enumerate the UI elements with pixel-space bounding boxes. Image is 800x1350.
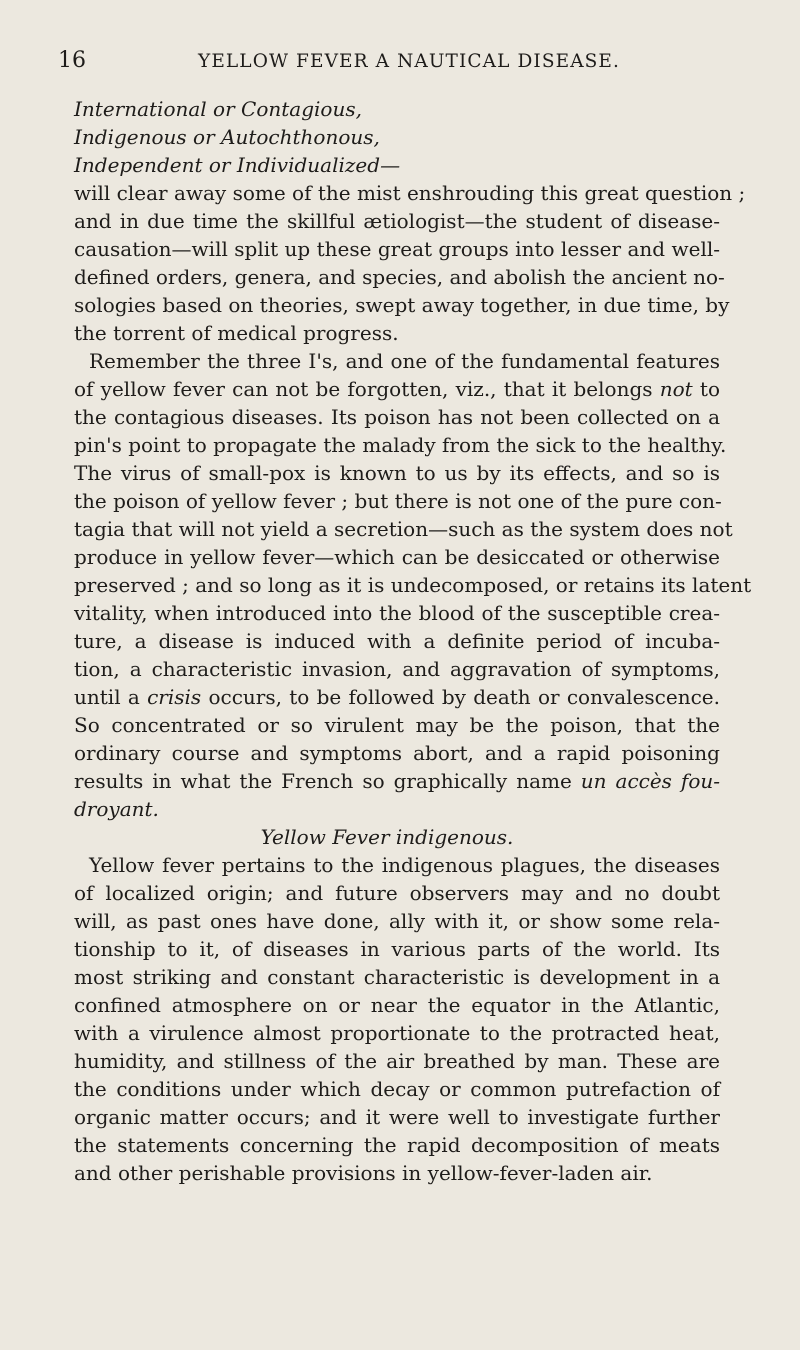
page-number: 16 — [58, 48, 86, 73]
text-line — [74, 879, 720, 907]
text-run: ordinary course and symptoms abort, and a rapid poisoning — [74, 741, 720, 765]
text-run: vitality, when introduced into the blood of the susceptible crea- — [74, 601, 720, 625]
text-line — [74, 1159, 720, 1187]
text-run: So concentrated or so virulent may be the poison, that the — [74, 713, 720, 737]
text-run: defined orders, genera, and species, and abolish the ancient no- — [74, 265, 725, 289]
text-line — [74, 487, 720, 515]
text-line — [74, 851, 720, 879]
text-run: sologies based on theories, swept away together, in due time, by — [74, 293, 730, 317]
text-line — [74, 991, 720, 1019]
italic-text: not — [659, 377, 693, 401]
text-run: confined atmosphere on or near the equator in the Atlantic, — [74, 993, 720, 1017]
text-run: will, as past ones have done, ally with it, or show some rela- — [74, 909, 720, 933]
text-run: ture, a disease is induced with a definite period of incuba- — [74, 629, 720, 653]
italic-text: droyant. — [74, 797, 159, 821]
running-head-title: YELLOW FEVER A NAUTICAL DISEASE. — [198, 51, 621, 72]
text-run: the poison of yellow fever ; but there is not one of the pure con- — [74, 489, 722, 513]
category-line — [74, 95, 720, 123]
text-line — [74, 935, 720, 963]
text-run: the torrent of medical progress. — [74, 321, 399, 345]
text-run: the contagious diseases. Its poison has not been collected on a — [74, 405, 720, 429]
italic-text: Yellow Fever indigenous. — [260, 825, 514, 849]
text-run: tion, a characteristic invasion, and aggravation of symptoms, — [74, 657, 720, 681]
text-line — [74, 1047, 720, 1075]
text-line — [74, 235, 720, 263]
text-run: until a — [74, 685, 148, 709]
section-heading — [74, 823, 720, 851]
italic-text: crisis — [147, 685, 202, 709]
text-run: the conditions under which decay or common putrefaction of — [74, 1077, 720, 1101]
text-run: results in what the French so graphically name — [74, 769, 581, 793]
text-line — [74, 627, 720, 655]
text-run: and other perishable provisions in yellow-fever-laden air. — [74, 1161, 653, 1185]
text-line — [74, 375, 720, 403]
italic-text: un accès fou- — [580, 769, 721, 793]
text-run: most striking and constant characteristic is development in a — [74, 965, 720, 989]
text-run: the statements concerning the rapid decomposition of meats — [74, 1133, 720, 1157]
text-run: The virus of small-pox is known to us by its effects, and so is — [74, 461, 720, 485]
text-run: with a virulence almost proportionate to the protracted heat, — [74, 1021, 720, 1045]
text-run: humidity, and stillness of the air breathed by man. These are — [74, 1049, 720, 1073]
text-line — [74, 1019, 720, 1047]
text-line — [74, 711, 720, 739]
text-run: Remember the three I's, and one of the fundamental features — [89, 349, 720, 373]
text-run: tagia that will not yield a secretion—such as the system does not — [74, 517, 733, 541]
italic-text: Indigenous or Autochthonous, — [74, 125, 380, 149]
text-line — [74, 907, 720, 935]
text-line — [74, 179, 746, 207]
text-line — [74, 319, 720, 347]
running-head — [58, 48, 738, 74]
text-line — [74, 1075, 720, 1103]
text-line — [74, 263, 725, 291]
text-run: occurs, to be followed by death or convalescence. — [201, 685, 720, 709]
text-line — [74, 739, 720, 767]
text-line — [74, 963, 720, 991]
text-run: tionship to it, of diseases in various parts of the world. Its — [74, 937, 720, 961]
italic-text: International or Contagious, — [74, 97, 362, 121]
category-line — [74, 151, 720, 179]
body-text — [74, 95, 752, 1187]
text-line — [74, 683, 720, 711]
text-run: will clear away some of the mist enshrouding this great question ; — [74, 181, 746, 205]
text-line — [74, 515, 733, 543]
text-line — [74, 347, 720, 375]
text-run: preserved ; and so long as it is undecomposed, or retains its latent — [74, 573, 752, 597]
text-line — [74, 1103, 720, 1131]
text-run: pin's point to propagate the malady from the sick to the healthy. — [74, 433, 727, 457]
category-line — [74, 123, 720, 151]
text-line — [74, 291, 730, 319]
text-line — [74, 403, 720, 431]
text-run: to — [692, 377, 720, 401]
text-run: and in due time the skillful ætiologist—the student of disease- — [74, 209, 720, 233]
text-line — [74, 795, 720, 823]
text-line — [74, 767, 720, 795]
text-run: of yellow fever can not be forgotten, viz., that it belongs — [74, 377, 660, 401]
text-run: produce in yellow fever—which can be desiccated or otherwise — [74, 545, 720, 569]
text-run: Yellow fever pertains to the indigenous plagues, the diseases — [89, 853, 720, 877]
text-run: organic matter occurs; and it were well to investigate further — [74, 1105, 720, 1129]
text-line — [74, 571, 752, 599]
italic-text: Independent or Individualized— — [74, 153, 401, 177]
text-line — [74, 207, 720, 235]
text-line — [74, 459, 720, 487]
text-line — [74, 543, 720, 571]
text-line — [74, 599, 720, 627]
text-run: causation—will split up these great groups into lesser and well- — [74, 237, 720, 261]
text-line — [74, 1131, 720, 1159]
text-line — [74, 655, 720, 683]
text-line — [74, 431, 727, 459]
text-run: of localized origin; and future observers may and no doubt — [74, 881, 720, 905]
